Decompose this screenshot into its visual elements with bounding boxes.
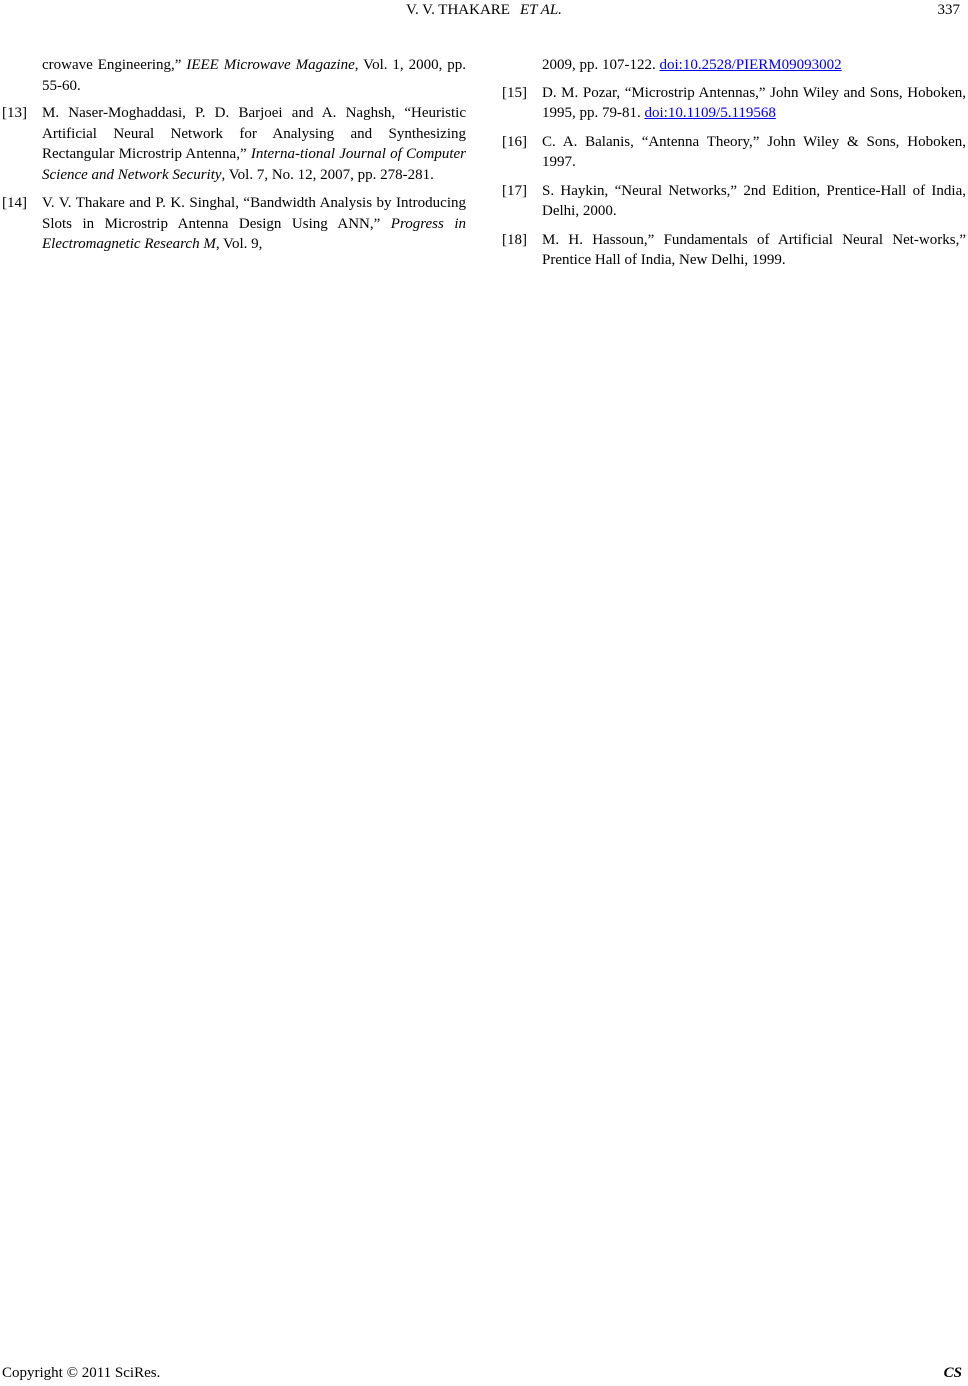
- footer-journal-abbrev: CS: [943, 1365, 962, 1381]
- reference-17: [17] S. Haykin, “Neural Networks,” 2nd Edition, Prentice-Hall of India, Delhi, 2000.: [502, 182, 966, 219]
- journal-title: IEEE Microwave Magazine: [186, 57, 355, 73]
- reference-continuation: 2009, pp. 107-122. doi:10.2528/PIERM09093002: [542, 57, 842, 73]
- reference-14: [14] V. V. Thakare and P. K. Singhal, “Bandwidth Analysis by Introducing Slots in Microstrip Antenna Design Using ANN,” Progress in Electromagnetic Research M, Vol. 9,: [2, 195, 467, 252]
- doi-link[interactable]: doi:10.2528/PIERM09093002: [659, 57, 842, 73]
- reference-18: [18] M. H. Hassoun,” Fundamentals of Artificial Neural Net-works,” Prentice Hall of India, New Delhi, 1999.: [502, 231, 966, 268]
- reference-number: [16]: [502, 133, 527, 150]
- running-header: [0, 2, 968, 19]
- right-column: [502, 55, 966, 279]
- reference-number: [15]: [502, 84, 527, 101]
- reference-number: [18]: [502, 231, 527, 248]
- page-number: 337: [937, 2, 960, 18]
- journal-title: Progress in Electromagnetic Research M: [42, 215, 467, 252]
- reference-15: [15] D. M. Pozar, “Microstrip Antennas,” John Wiley and Sons, Hoboken, 1995, pp. 79-81. doi:10.1109/5.119568: [502, 84, 966, 121]
- reference-number: [13]: [2, 105, 27, 121]
- reference-13: [13] M. Naser-Moghaddasi, P. D. Barjoei and A. Naghsh, “Heuristic Artificial Neural Network for Analysing and Synthesizing Rectangular Microstrip Antenna,” Interna-tional Journal of Computer Science and Network Security, Vol. 7, No. 12, 2007, pp. 278-281.: [2, 105, 466, 183]
- reference-number: [17]: [502, 182, 527, 199]
- reference-number: [14]: [2, 195, 27, 211]
- header-authors: V. V. THAKARE: [406, 2, 510, 18]
- journal-title: Interna-tional Journal of Computer Science and Network Security: [42, 146, 466, 183]
- header-etal: ET AL.: [519, 2, 562, 18]
- footer-copyright: Copyright © 2011 SciRes.: [2, 1365, 161, 1381]
- reference-continuation: crowave Engineering,” IEEE Microwave Magazine, Vol. 1, 2000, pp. 55-60.: [42, 57, 466, 94]
- left-column: [2, 55, 466, 263]
- doi-link[interactable]: doi:10.1109/5.119568: [644, 105, 776, 121]
- reference-16: [16] C. A. Balanis, “Antenna Theory,” John Wiley & Sons, Hoboken, 1997.: [502, 133, 966, 170]
